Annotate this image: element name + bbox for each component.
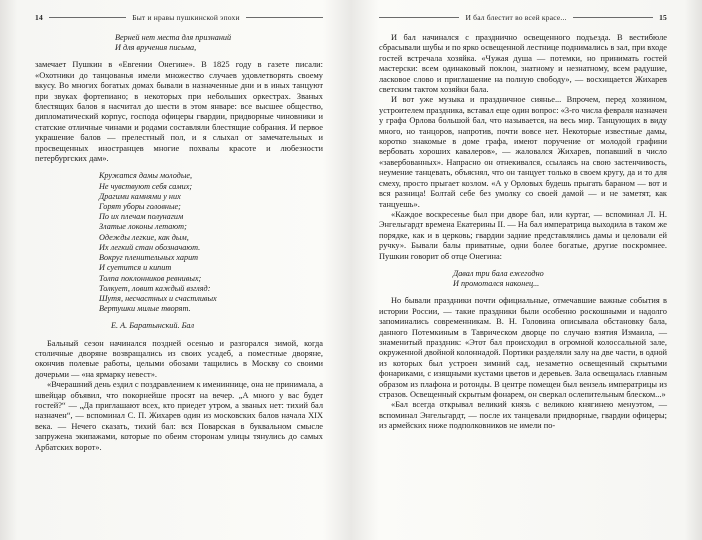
verse-line: И суетится и кипит <box>99 263 172 273</box>
verse-line: И для вручения письма, <box>115 43 197 53</box>
verse-line: И промотался наконец... <box>453 279 540 289</box>
verse-line: Толкует, ловит каждый взгляд: <box>99 283 211 293</box>
paragraph: Но бывали праздники почти официальные, отмечавшие важные события в истории России, — такие праздники были особенно роскошными и надолго запоминались современникам. В. Н. Головина описывала обстановку бала, данного Потемкиным в Таврическом дворце по случаю взятия Измаила, — знаменитый праздник: «Этот бал происходил в огромной колоссальной зале, окруженной двойной колоннадой. Портики разделяли залу на две части, в одной из которых был устроен зимний сад, незаметно освещенный скрытыми фонариками, с изящными кустами цветов и деревьев. Зала освещалась главным образом из плафона и ротонды. В центре помещен был вензель императрицы из стразов. Освещенный скрытым фонарем, он сверкал ослепительным блеском...» <box>379 296 667 399</box>
paragraph: И бал начинался с празднично освещенного подъезда. В вестибюле сбрасывали шубы и по ярко освещенной лестнице поднимались в зал, при входе гостей встречала хозяйка. «Чужая душа — потемки, но принимать гостей мастерски: всем одинаковый поклон, знатному и незнатному, всем радушие, ласковое слово и приглашение на полную свободу», — восхищается Жихарев светским тактом хозяйки бала. <box>379 33 667 95</box>
verse-line: По их плечам полунагим <box>99 212 184 222</box>
verse-line: Не чувствуют себя самих; <box>99 181 193 191</box>
verse-line: Верней нет места для признаний <box>115 33 232 42</box>
verse-line: Давал три бала ежегодно <box>453 268 544 278</box>
verse-line: Горят уборы головные; <box>99 202 181 212</box>
page-number: 15 <box>659 13 668 22</box>
verse-line: Драгими камнями у них <box>99 191 181 201</box>
page-right <box>379 13 667 540</box>
paragraph: Бальный сезон начинался поздней осенью и разгорался зимой, когда столичные дворяне возвращались из своих усадеб, а поместные дворяне, окончив полевые работы, целыми обозами тащились в Москву со своими дочерьми — «на ярмарку невест». <box>35 338 323 379</box>
running-title: И бал блестит во всей красе... <box>465 13 567 22</box>
verse-line: Златые локоны летают; <box>99 222 187 232</box>
paragraph: «Бал всегда открывал великий князь с великою княгинею менуэтом, — вспоминал Энгельгардт, — после их танцевали придворные, гвардии офицеры; из армейских ниже подполковников не имели по- <box>379 400 667 431</box>
verse-line: Одежды легкие, как дым, <box>99 232 189 242</box>
page-left <box>35 13 323 540</box>
verse-attribution: Е. А. Баратынский. Бал <box>111 321 195 331</box>
paragraph: И вот уже музыка и праздничное сиянье... Впрочем, перед хозяином, устроителем праздника, вставал еще один вопрос: «3-го числа февраля назначен у графа Орлова большой бал, что называется, на весь мир. Танцующих в виду много, но танцоров, напротив, почти вовсе нет. Некоторые известные дамы, коротко знакомые в доме графа, имеют поручение от молодой графини вербовать хороших кавалеров», — жаловался Жихарев, попавший в число «завербованных». Напрасно он отнекивался, ссылаясь на свою застенчивость, неумение танцевать, объяснял, что он танцует только в своем кругу, да и то для смеху, просто прыгает козлом. «А у Орловых будешь прыгать бараном — вот и вся разница! Болтай себе без умолку со своей дамой — и не заметят, как танцуешь». <box>379 95 667 209</box>
verse-line: Кружатся дамы молодые, <box>99 171 193 181</box>
verse-line: Их легкий стан обозначают. <box>99 242 201 252</box>
paragraph: «Каждое воскресенье был при дворе бал, или куртаг, — вспоминал Л. Н. Энгельгардт времена Екатерины II. — На бал императрица выходила в таком же порядке, как и в церковь; гвардии задние представлялись дамы и целовали ей ручку». Бывали балы приватные, одни более богатые, другие поскромнее. Пушкин говорит об отце Онегина: <box>379 209 667 261</box>
page-header-right <box>379 13 667 22</box>
baratynsky-verse <box>99 171 323 314</box>
verse-line: Шутя, несчастных и счастливых <box>99 293 217 303</box>
verse-line: Толпа поклонников ревнивых; <box>99 273 202 283</box>
page-number: 14 <box>35 13 43 22</box>
paragraph: замечает Пушкин в «Евгении Онегине». В 1825 году в газете писали: «Охотники до танцованья имели множество случаев удовлетворять своему вкусу. Во многих богатых домах бывали в назначенные дни и в иных танцуют при звуках фортепиано; в некоторых при небольших оркестрах. Званых блестящих балов я насчитал до шести в этом январе: все высшее общество, дипломатический корпус, господа офицеры гвардии, придворные чиновники и статские отличные чинами и родами составляли блестящие собрания. И первое украшение балов — прелестный пол, и я слыхал от замечательных и просвещенных иностранцев многие похвалы красоте и любезности петербургских дам». <box>35 60 323 164</box>
page-header-left <box>35 13 323 22</box>
onegin-verse <box>453 269 667 289</box>
header-rule <box>49 17 126 18</box>
verse-line: Вертушки милые творят. <box>99 304 191 314</box>
verse-line: Вокруг пленительных харит <box>99 253 199 263</box>
header-rule <box>379 17 459 18</box>
running-title: Быт и нравы пушкинской эпохи <box>132 13 240 22</box>
header-rule <box>246 17 323 18</box>
paragraph: «Вчерашний день ездил с поздравлением к имениннице, она не принимала, а швейцар объявил, что покорнейше просят на вечер. „А много у вас будет гостей?“ — „Да приглашают всех, кто приедет утром, а званых нет: тихий бал назначен“, — вспоминал С. П. Жихарев один из московских балов начала XIX века. — Нечего сказать, тихий бал: вся Поварская в буквальном смысле запружена экипажами, которые по обеим сторонам улицы тянулись до самых Арбатских ворот». <box>35 380 323 452</box>
epigraph-verse <box>115 33 323 53</box>
header-rule <box>573 17 653 18</box>
